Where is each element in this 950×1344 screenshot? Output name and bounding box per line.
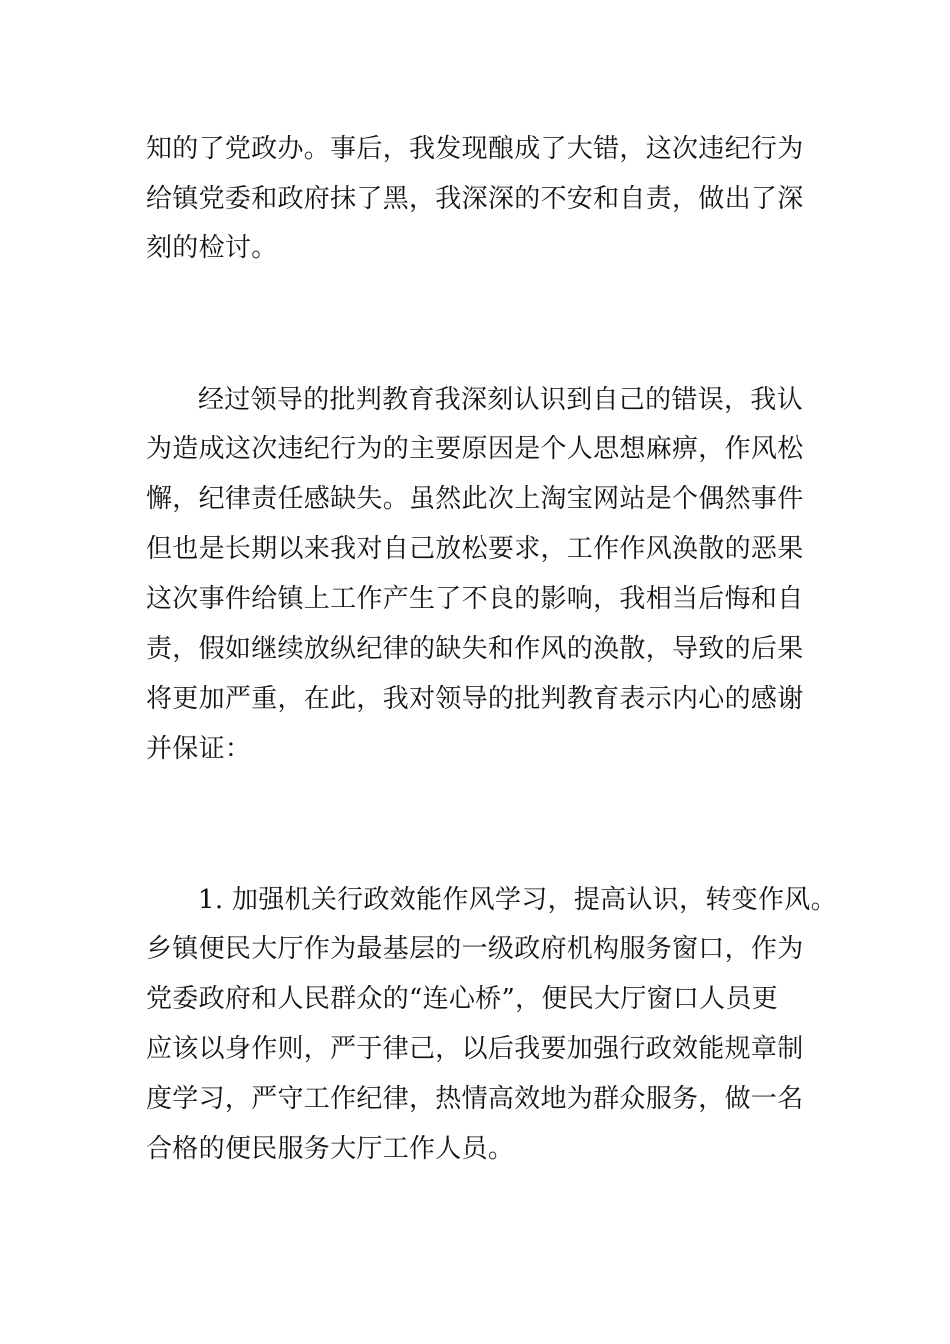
paragraph-3-line-4: 应该以身作则，严于律己，以后我要加强行政效能规章制 bbox=[146, 1034, 804, 1064]
paragraph-1-line-1: 知的了党政办。事后，我发现酿成了大错，这次违纪行为 bbox=[146, 134, 804, 164]
paragraph-2-line-8: 并保证： bbox=[146, 734, 252, 764]
paragraph-3-line-6: 合格的便民服务大厅工作人员。 bbox=[146, 1134, 515, 1164]
paragraph-2-line-2: 为造成这次违纪行为的主要原因是个人思想麻痹，作风松 bbox=[146, 434, 804, 464]
paragraph-2-line-5: 这次事件给镇上工作产生了不良的影响，我相当后悔和自 bbox=[146, 584, 804, 614]
paragraph-2-line-1: 经过领导的批判教育我深刻认识到自己的错误，我认 bbox=[198, 385, 803, 415]
paragraph-2-line-3: 懈，纪律责任感缺失。虽然此次上淘宝网站是个偶然事件 bbox=[146, 484, 804, 514]
paragraph-2-line-7: 将更加严重，在此，我对领导的批判教育表示内心的感谢 bbox=[146, 684, 804, 714]
paragraph-2-line-4: 但也是长期以来我对自己放松要求，工作作风涣散的恶果 bbox=[146, 534, 804, 564]
paragraph-1-line-2: 给镇党委和政府抹了黑，我深深的不安和自责，做出了深 bbox=[146, 184, 804, 214]
paragraph-3-line-5: 度学习，严守工作纪律，热情高效地为群众服务，做一名 bbox=[146, 1084, 804, 1114]
paragraph-3-line-2: 乡镇便民大厅作为最基层的一级政府机构服务窗口，作为 bbox=[146, 934, 804, 964]
paragraph-3-line-1: 1. 加强机关行政效能作风学习，提高认识，转变作风。 bbox=[198, 885, 837, 915]
paragraph-2-line-6: 责，假如继续放纵纪律的缺失和作风的涣散，导致的后果 bbox=[146, 634, 804, 664]
paragraph-1-line-3: 刻的检讨。 bbox=[146, 233, 278, 263]
paragraph-3-line-3: 党委政府和人民群众的“连心桥”，便民大厅窗口人员更 bbox=[146, 984, 779, 1014]
